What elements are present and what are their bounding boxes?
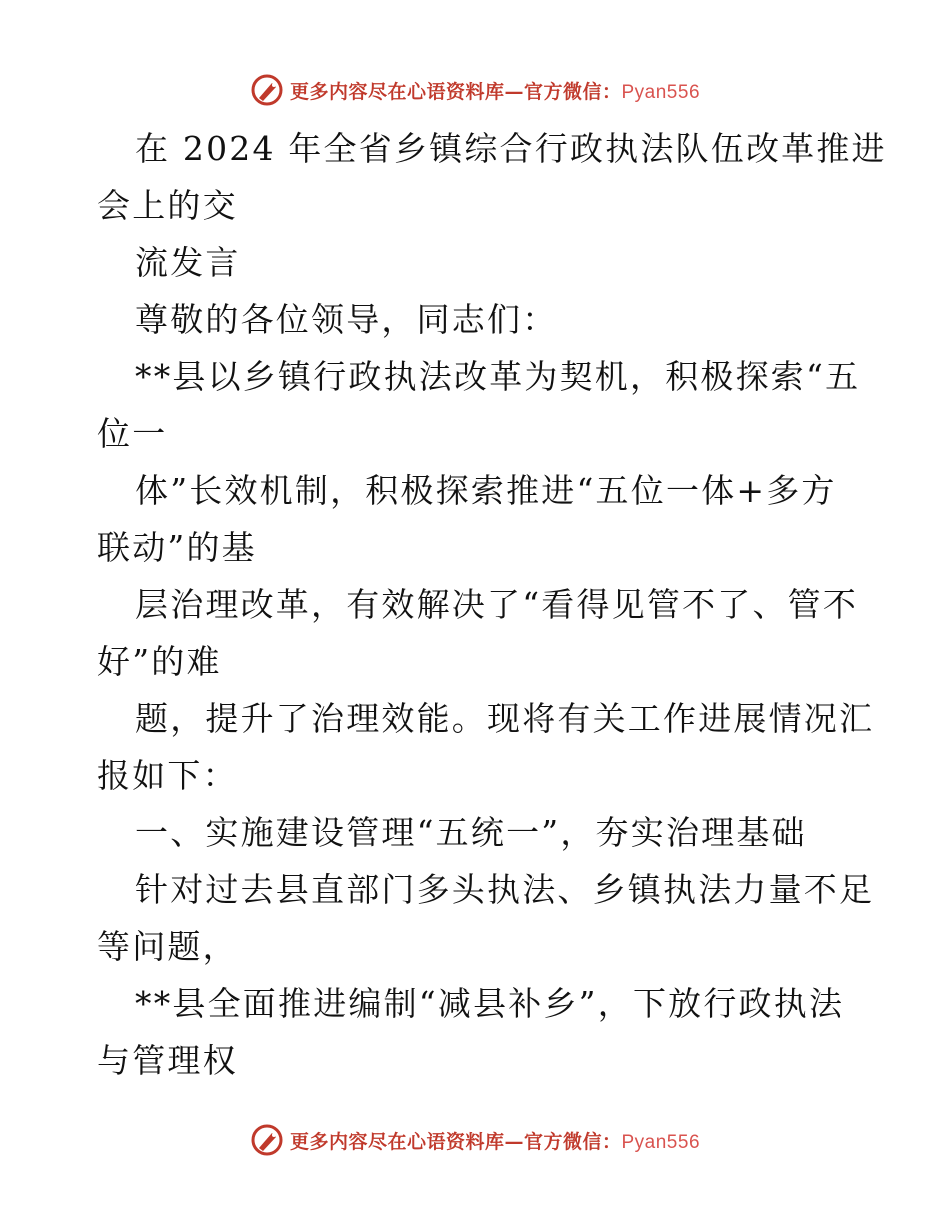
- pen-logo-icon: [250, 73, 284, 107]
- footer-watermark: [0, 1120, 950, 1160]
- section-heading: 一、实施建设管理“五统一”，夯实治理基础: [135, 813, 807, 852]
- paragraph-line: **县全面推进编制“减县补乡”，下放行政执法: [135, 984, 845, 1023]
- salutation: 尊敬的各位领导，同志们：: [135, 300, 558, 339]
- paragraph-line: 针对过去县直部门多头执法、乡镇执法力量不足: [135, 870, 875, 909]
- document-body: [97, 120, 887, 1089]
- paragraph-line: 等问题，: [97, 927, 238, 966]
- paragraph-line: 联动”的基: [97, 528, 257, 567]
- pen-logo-icon: [250, 1123, 284, 1157]
- paragraph-line: 层治理改革，有效解决了“看得见管不了、管不: [135, 585, 859, 624]
- title-line-2: 会上的交: [97, 186, 238, 225]
- watermark-text: [290, 77, 700, 104]
- watermark-text: [290, 1127, 700, 1154]
- paragraph-line: **县以乡镇行政执法改革为契机，积极探索“五: [135, 357, 861, 396]
- paragraph-line: 位一: [97, 414, 168, 453]
- watermark-label: 更多内容尽在心语资料库—官方微信：: [289, 80, 622, 103]
- paragraph-line: 好”的难: [97, 642, 222, 681]
- paragraph-line: 报如下：: [97, 756, 238, 795]
- paragraph-line: 体”长效机制，积极探索推进“五位一体+多方: [135, 471, 837, 510]
- paragraph-line: 与管理权: [97, 1041, 238, 1080]
- title-line-1: 在 2024 年全省乡镇综合行政执法队伍改革推进: [135, 129, 887, 168]
- title-line-3: 流发言: [135, 243, 241, 282]
- watermark-wechat-id: Pyan556: [621, 81, 701, 103]
- header-watermark: [0, 70, 950, 110]
- watermark-label: 更多内容尽在心语资料库—官方微信：: [289, 1130, 622, 1153]
- watermark-wechat-id: Pyan556: [621, 1131, 701, 1153]
- paragraph-line: 题，提升了治理效能。现将有关工作进展情况汇: [135, 699, 875, 738]
